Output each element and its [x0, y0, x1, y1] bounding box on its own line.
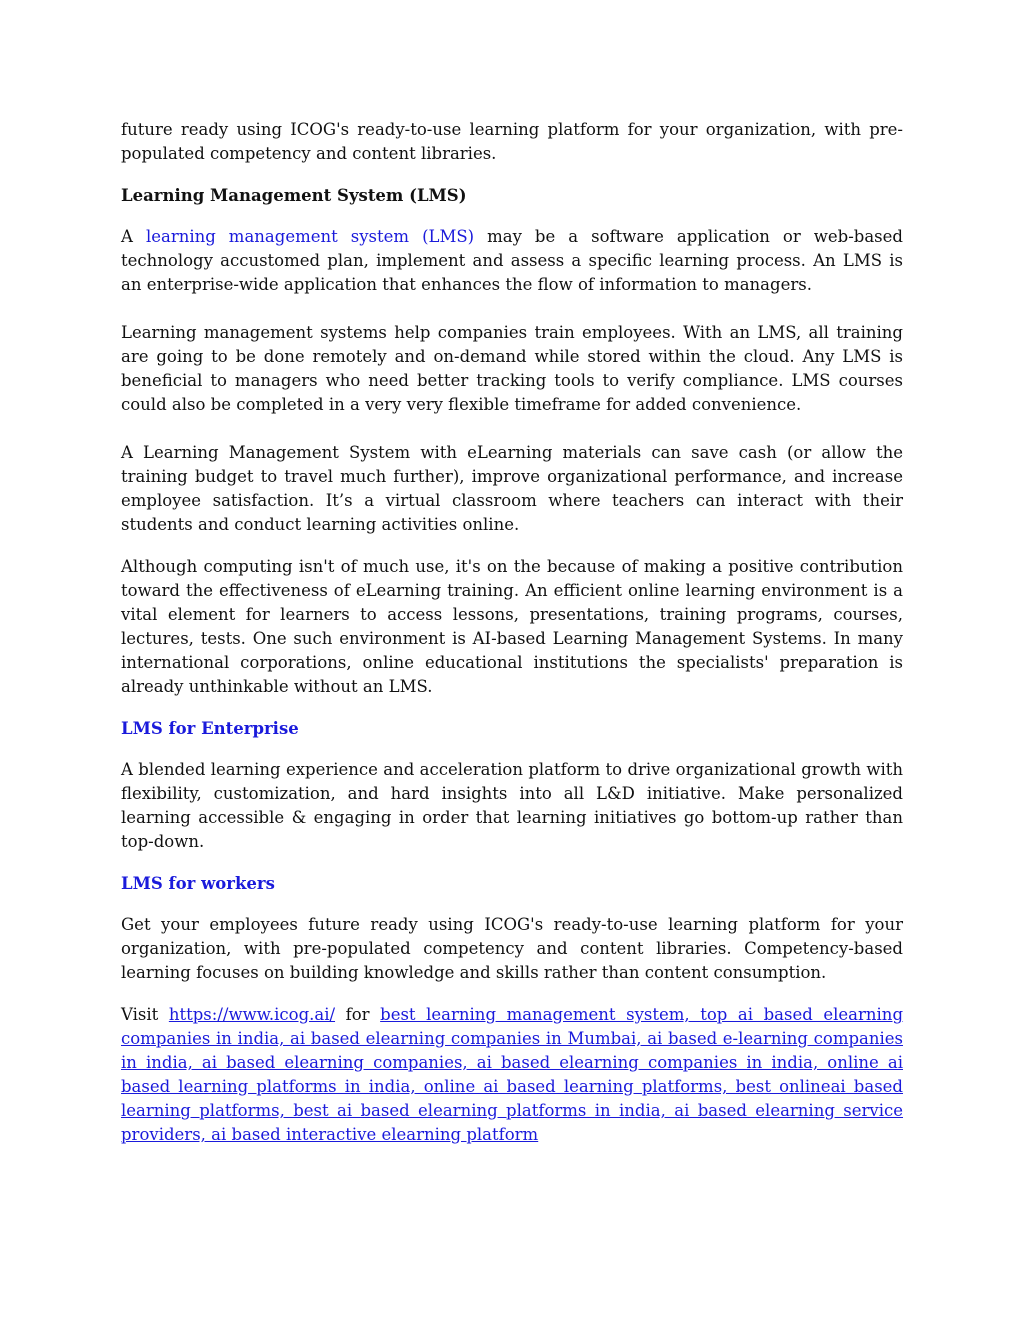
keywords-link[interactable]: best learning management system, top ai based elearning companies in india, ai based elearning companies in Mumbai, ai based e-learning companies in india, ai based elearning companies, ai based elearning companies in india, online ai based learning platforms in india, online ai based learning platforms, best onlineai based learning platforms, best ai based elearning platforms in india, ai based elearning service providers, ai based interactive elearning platform — [121, 1005, 904, 1144]
visit-paragraph — [121, 1003, 903, 1147]
workers-paragraph: Get your employees future ready using ICOG's ready-to-use learning platform for your organization, with pre-populated competency and content libraries. Competency-based learning focuses on building knowledge and skills rather than content consumption. — [121, 915, 903, 982]
intro-paragraph: future ready using ICOG's ready-to-use learning platform for your organization, with pre-populated competency and content libraries. — [121, 120, 903, 163]
visit-middle: for — [335, 1005, 381, 1024]
lms-def-prefix: A — [121, 227, 146, 246]
enterprise-paragraph: A blended learning experience and acceleration platform to drive organizational growth with flexibility, customization, and hard insights into all L&D initiative. Make personalized learning accessible & engaging in order that learning initiatives go bottom-up rather than top-down. — [121, 760, 903, 851]
computing-paragraph: Although computing isn't of much use, it's on the because of making a positive contribution toward the effectiveness of eLearning training. An efficient online learning environment is a vital element for learners to access lessons, presentations, training programs, courses, lectures, tests. One such environment is AI-based Learning Management Systems. In many international corporations, online educational institutions the specialists' preparation is already unthinkable without an LMS. — [121, 557, 903, 696]
workers-heading: LMS for workers — [121, 874, 275, 893]
lms-heading: Learning Management System (LMS) — [121, 186, 467, 205]
lms-definition-paragraph — [121, 225, 903, 297]
visit-prefix: Visit — [121, 1005, 169, 1024]
enterprise-heading: LMS for Enterprise — [121, 719, 299, 738]
lms-def-suffix: may be a software application or web-based technology accustomed plan, implement and assess a specific learning process. An LMS is an enterprise-wide application that enhances the flow of information to managers. — [121, 227, 903, 294]
icog-url-link[interactable]: https://www.icog.ai/ — [168, 1005, 336, 1024]
lms-help-paragraph: Learning management systems help companies train employees. With an LMS, all training are going to be done remotely and on-demand while stored within the cloud. Any LMS is beneficial to managers who need better tracking tools to verify compliance. LMS courses could also be completed in a very very flexible timeframe for added convenience. — [121, 323, 903, 414]
elearning-paragraph: A Learning Management System with eLearning materials can save cash (or allow the training budget to travel much further), improve organizational performance, and increase employee satisfaction. It’s a virtual classroom where teachers can interact with their students and conduct learning activities online. — [121, 443, 903, 534]
lms-definition-link[interactable]: learning management system (LMS) — [145, 227, 475, 246]
